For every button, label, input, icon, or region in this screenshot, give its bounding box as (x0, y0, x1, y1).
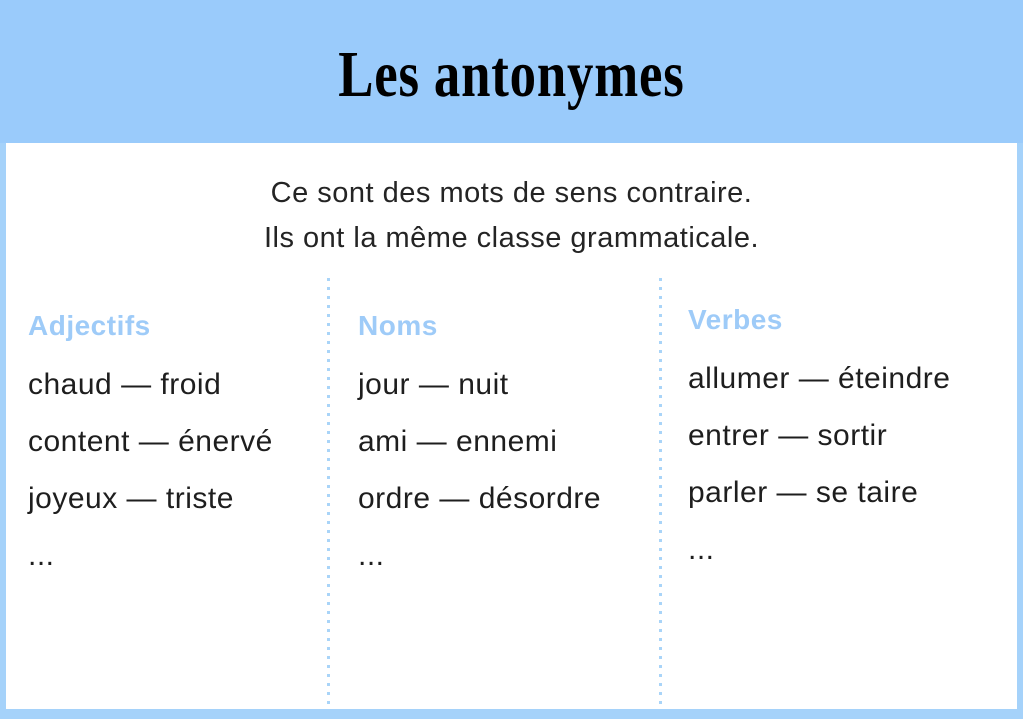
column-divider (327, 278, 330, 709)
antonym-pair: ordre — désordre (358, 482, 602, 515)
ellipsis-more: ... (358, 539, 385, 572)
antonym-pair: parler — se taire (688, 476, 919, 509)
columns-section (6, 278, 1017, 709)
card-header (0, 0, 1023, 143)
antonym-pair: entrer — sortir (688, 419, 888, 452)
card-body (0, 143, 1023, 719)
column-heading-adjectifs: Adjectifs (28, 310, 151, 341)
antonym-pair: jour — nuit (358, 368, 509, 401)
antonym-pair: chaud — froid (28, 368, 222, 401)
column-verbes (659, 278, 1017, 709)
antonym-pair: allumer — éteindre (688, 362, 951, 395)
intro-line-2: Ils ont la même classe grammaticale. (263, 222, 760, 254)
column-adjectifs (6, 278, 327, 709)
antonym-pair: ami — ennemi (358, 425, 558, 458)
column-noms (327, 278, 659, 709)
antonym-pair: content — énervé (28, 425, 273, 458)
page-title: Les antonymes (338, 37, 685, 111)
ellipsis-more: ... (28, 539, 55, 572)
ellipsis-more: ... (688, 533, 715, 566)
intro-line-1: Ce sont des mots de sens contraire. (270, 177, 753, 209)
column-heading-noms: Noms (358, 310, 438, 341)
antonym-pair: joyeux — triste (28, 482, 234, 515)
intro-text (6, 143, 1017, 261)
column-divider (659, 278, 662, 709)
column-heading-verbes: Verbes (688, 304, 783, 335)
